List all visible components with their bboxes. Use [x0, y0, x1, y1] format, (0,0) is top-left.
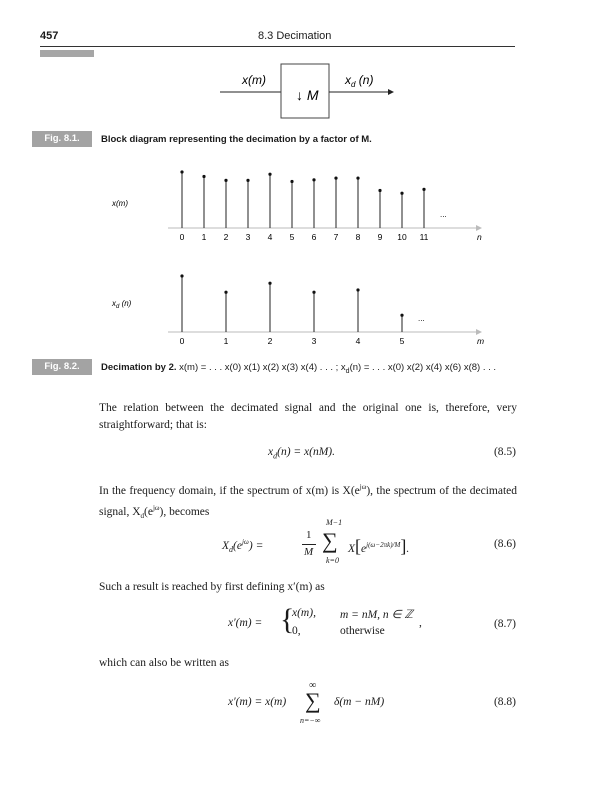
output-label: $x_d$ (n)	[345, 73, 374, 89]
stem-tick-label: 3	[311, 336, 317, 346]
eq88-sum-sign: ∑	[305, 688, 321, 713]
fig-8-1-caption: Block diagram representing the decimation by a factor of M.	[101, 134, 372, 145]
eq87-lhs: x′(m) =	[228, 617, 263, 629]
stem-tick-label: 6	[311, 232, 317, 242]
stem-tick-label: 7	[333, 232, 339, 242]
stem-tick-label: 1	[223, 336, 229, 346]
equation-8-6	[222, 518, 422, 572]
stem-marker	[180, 170, 183, 173]
eq88-sum-bot: n=−∞	[300, 716, 321, 725]
equation-8-7	[228, 605, 438, 645]
eq87-brace: {	[280, 603, 295, 636]
eq87-case1-value: x(m),	[292, 607, 316, 619]
eq87-case2-value: 0,	[292, 625, 301, 637]
stem-marker	[246, 179, 249, 182]
stem-marker	[378, 189, 381, 192]
stem-tick-label: 1	[201, 232, 207, 242]
eq86-frac-den: M	[304, 546, 314, 558]
paragraph-frequency-domain: In the frequency domain, if the spectrum of x(m) is $X(e^{j\omega})$, the spectrum of the decimated signal, $X_d(e^{j\omega})$, becomes	[99, 483, 517, 520]
stem-ylabel-1: $x_d$ (n)	[112, 299, 132, 310]
eq88-body: δ(m − nM)	[334, 696, 385, 708]
stem-ellipsis: ...	[440, 210, 447, 219]
stem-tick-label: 8	[355, 232, 361, 242]
stem-marker	[224, 291, 227, 294]
stem-marker	[202, 175, 205, 178]
stem-tick-label: 9	[377, 232, 383, 242]
stem-tick-label: 2	[223, 232, 229, 242]
eq87-case1-condition: m = nM, n ∈ ℤ	[340, 609, 413, 621]
equation-8-5: $x_d(n) = x(nM)$.	[268, 446, 335, 461]
paragraph-alternative: which can also be written as	[99, 657, 229, 669]
equation-8-8	[228, 680, 428, 730]
eq86-frac-num: 1	[306, 529, 312, 541]
stem-marker	[268, 282, 271, 285]
fig-8-1-tab: Fig. 8.1.	[32, 131, 92, 147]
equation-number-8-6: (8.6)	[493, 538, 516, 550]
eq86-frac-bar	[302, 544, 316, 545]
section-title: 8.3 Decimation	[258, 30, 332, 42]
stem-tick-label: 2	[267, 336, 273, 346]
paragraph-relation: The relation between the decimated signal and the original one is, therefore, very straightforward; that is:	[99, 402, 517, 431]
eq88-lhs: x′(m) = x(m)	[228, 696, 287, 708]
stem-ylabel-0: x(m)	[112, 199, 128, 208]
stem-marker	[422, 188, 425, 191]
fig-8-2-caption: Decimation by 2. x(m) = . . . x(0) x(1) x(2) x(3) x(4) . . . ; $x_d(n)$ = . . . x(0) x(2) x(4) x(6) x(8) . . .	[101, 362, 497, 375]
eq87-comma: ,	[419, 617, 422, 629]
eq86-sum-bot: k=0	[326, 556, 339, 565]
stem-tick-label: 3	[245, 232, 251, 242]
stem-tick-label: 0	[179, 336, 185, 346]
stem-marker	[268, 173, 271, 176]
block-diagram	[200, 60, 410, 126]
stem-tick-label: 5	[399, 336, 405, 346]
stem-marker	[224, 179, 227, 182]
stem-tick-label: 11	[419, 232, 429, 242]
stem-xlabel: m	[477, 336, 485, 346]
stem-marker	[180, 274, 183, 277]
eq86-sum-top: M−1	[326, 518, 343, 527]
page-number: 457	[40, 30, 59, 42]
stem-tick-label: 4	[355, 336, 361, 346]
stem-marker	[312, 178, 315, 181]
output-arrowhead	[388, 89, 394, 95]
block-label: ↓ M	[296, 87, 319, 103]
fig-8-2-tab: Fig. 8.2.	[32, 359, 92, 375]
stem-marker	[290, 180, 293, 183]
stem-tick-label: 10	[397, 232, 407, 242]
decimation-stem-plots	[100, 162, 510, 362]
stem-axis-arrowhead-1	[476, 329, 482, 335]
input-label: x(m)	[242, 73, 266, 87]
eq88-sum-top: ∞	[309, 680, 317, 691]
stem-xlabel: n	[477, 232, 482, 242]
eq86-sum-sign: ∑	[322, 528, 338, 553]
eq87-case2-condition: otherwise	[340, 625, 385, 637]
stem-marker	[334, 177, 337, 180]
stem-marker	[312, 291, 315, 294]
stem-ellipsis: ...	[418, 314, 425, 323]
stem-marker	[400, 314, 403, 317]
header-marker-bar	[40, 50, 94, 57]
equation-number-8-5: (8.5)	[493, 446, 516, 458]
equation-number-8-7: (8.7)	[493, 618, 516, 630]
stem-tick-label: 4	[267, 232, 273, 242]
paragraph-definition: Such a result is reached by first defining x′(m) as	[99, 581, 325, 593]
stem-marker	[356, 288, 359, 291]
stem-tick-label: 5	[289, 232, 295, 242]
eq86-lhs: $X_d(e^{j\omega})$ =	[222, 538, 264, 555]
stem-tick-label: 0	[179, 232, 185, 242]
equation-number-8-8: (8.8)	[493, 696, 516, 708]
header-rule	[40, 46, 515, 47]
stem-marker	[400, 192, 403, 195]
stem-axis-arrowhead-0	[476, 225, 482, 231]
eq86-body: $X[e^{j(\omega-2\pi k)/M}]$.	[348, 536, 410, 556]
stem-marker	[356, 177, 359, 180]
